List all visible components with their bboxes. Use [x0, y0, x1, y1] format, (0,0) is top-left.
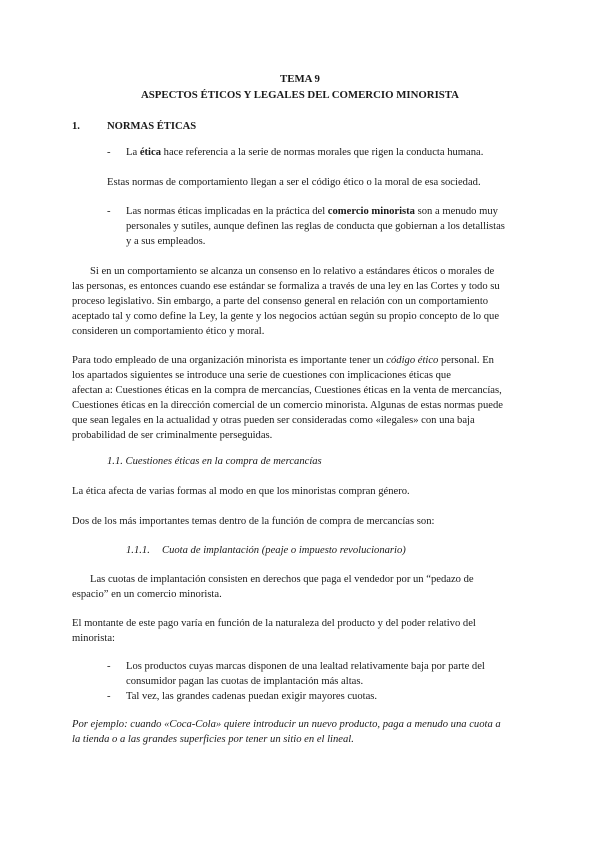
- paragraph-standards: Estas normas de comportamiento llegan a ser el código ético o la moral de esa sociedad.: [107, 177, 481, 188]
- paragraph-montante-line2: minorista:: [72, 633, 115, 644]
- bullet-dash: -: [107, 206, 111, 217]
- bullet-normas-line1: Las normas éticas implicadas en la práctica del comercio minorista son a menudo muy: [126, 206, 498, 217]
- paragraph-empleado-line5: que sean legales en la actualidad y otras pueden ser consideradas como «ilegales» con una baja: [72, 415, 475, 426]
- chapter-number: TEMA 9: [280, 73, 320, 85]
- bullet-cadenas: Tal vez, las grandes cadenas puedan exigir mayores cuotas.: [126, 691, 378, 702]
- section-heading: NORMAS ÉTICAS: [107, 121, 197, 132]
- bullet-normas-line2: personales y sutiles, aunque definen las reglas de conducta que gobiernan a los detallistas: [126, 221, 505, 232]
- paragraph-empleado-line1: Para todo empleado de una organización minorista es importante tener un código ético personal. En: [72, 355, 494, 366]
- bullet-dash: -: [107, 691, 111, 702]
- paragraph-consenso-line3: proceso legislativo. Sin embargo, a parte del consenso general en relación con un comportamiento: [72, 296, 489, 307]
- paragraph-consenso-line4: aceptado tal y como define la Ley, la gente y los negocios actúan según su propio concepto de lo que: [72, 311, 500, 322]
- paragraph-montante-line1: El montante de este pago varía en función de la naturaleza del producto y del poder relativo del: [72, 618, 476, 629]
- example-line1: Por ejemplo: cuando «Coca-Cola» quiere introducir un nuevo producto, paga a menudo una cuota a: [72, 719, 501, 730]
- bullet-productos-line1: Los productos cuyas marcas disponen de una lealtad relativamente baja por parte del: [126, 661, 485, 672]
- paragraph-empleado-line3: afectan a: Cuestiones éticas en la compra de mercancías, Cuestiones éticas en la venta de mercancías,: [72, 385, 502, 396]
- paragraph-consenso-line1: Si en un comportamiento se alcanza un consenso en lo relativo a estándares éticos o morales de: [90, 266, 495, 277]
- paragraph-etica-afecta: La ética afecta de varias formas al modo en que los minoristas compran género.: [72, 486, 410, 497]
- chapter-title: ASPECTOS ÉTICOS Y LEGALES DEL COMERCIO MINORISTA: [141, 89, 459, 101]
- example-line2: la tienda o a las grandes superficies por tener un sitio en el lineal.: [72, 734, 354, 745]
- subsubsection-number: 1.1.1.: [126, 545, 150, 556]
- paragraph-empleado-line2: los apartados siguientes se introduce una serie de cuestiones con implicaciones éticas que: [72, 370, 451, 381]
- bullet-etica: La ética hace referencia a la serie de normas morales que rigen la conducta humana.: [126, 147, 484, 158]
- bullet-dash: -: [107, 147, 111, 158]
- subsection-heading: 1.1. Cuestiones éticas en la compra de mercancías: [107, 456, 322, 467]
- paragraph-consenso-line2: las personas, es entonces cuando ese estándar se formaliza a través de una ley en las Cortes y todo su: [72, 281, 500, 292]
- bullet-dash: -: [107, 661, 111, 672]
- paragraph-consenso-line5: consideren un comportamiento ético y moral.: [72, 326, 265, 337]
- subsubsection-title: Cuota de implantación (peaje o impuesto revolucionario): [162, 545, 406, 556]
- paragraph-empleado-line4: Cuestiones éticas en la dirección comercial de un comercio minorista. Algunas de estas normas puede: [72, 400, 503, 411]
- section-number: 1.: [72, 121, 80, 132]
- paragraph-dos-temas: Dos de los más importantes temas dentro de la función de compra de mercancías son:: [72, 516, 435, 527]
- bullet-normas-line3: y a sus empleados.: [126, 236, 206, 247]
- paragraph-cuotas-line1: Las cuotas de implantación consisten en derechos que paga el vendedor por un “pedazo de: [90, 574, 474, 585]
- paragraph-cuotas-line2: espacio” en un comercio minorista.: [72, 589, 222, 600]
- paragraph-empleado-line6: probabilidad de ser criminalmente perseguidas.: [72, 430, 273, 441]
- bullet-productos-line2: consumidor pagan las cuotas de implantación más altas.: [126, 676, 364, 687]
